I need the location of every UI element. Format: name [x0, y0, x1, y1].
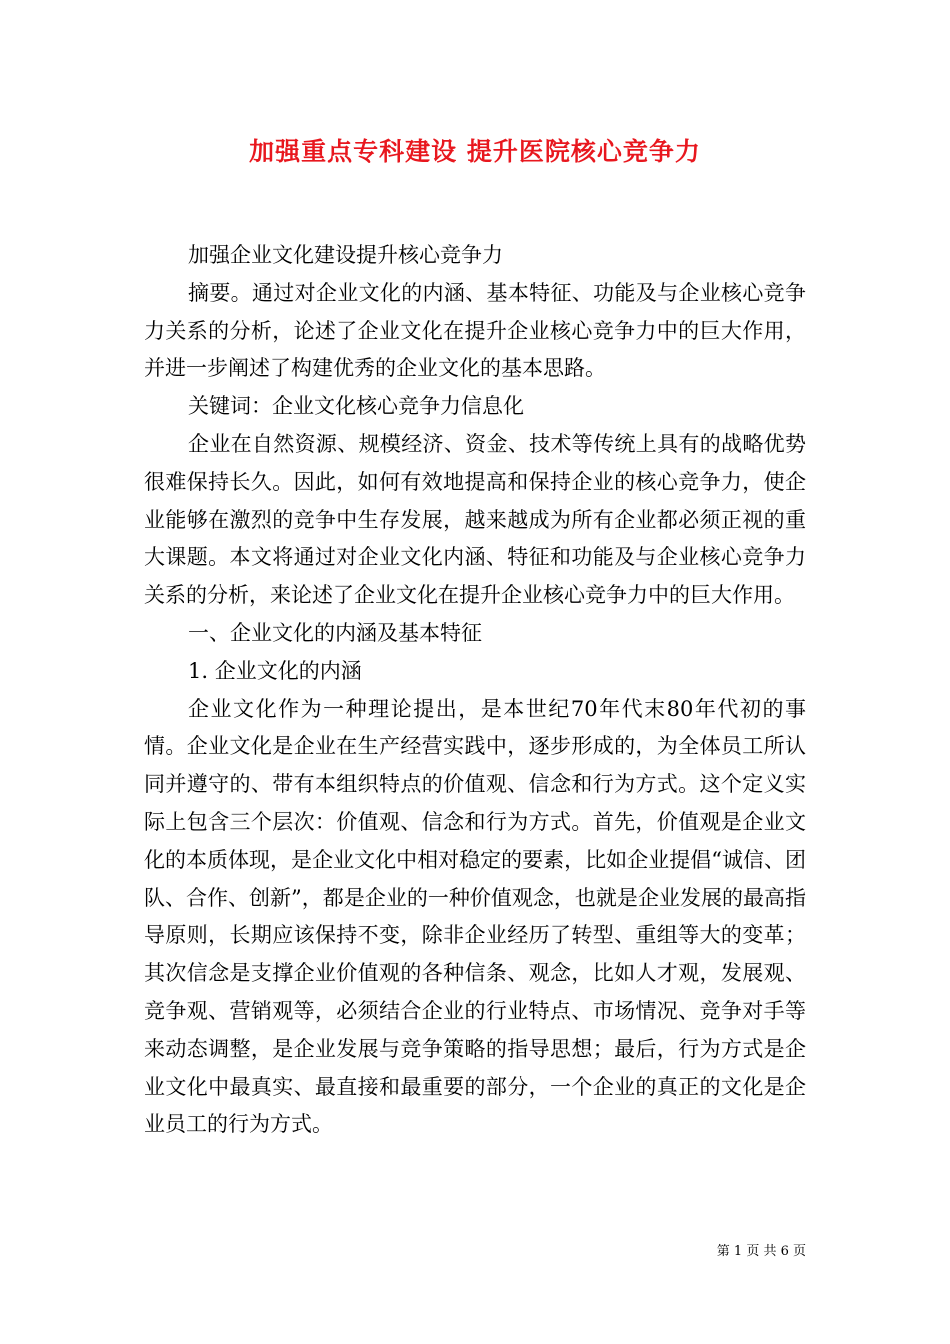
abstract-paragraph: 摘要。通过对企业文化的内涵、基本特征、功能及与企业核心竞争力关系的分析，论述了企业文化在提升企业核心竞争力中的巨大作用，并进一步阐述了构建优秀的企业文化的基本思路。 [144, 280, 806, 381]
subsection-heading-1-1: 1. 企业文化的内涵 [188, 658, 362, 683]
keywords-paragraph: 关键词：企业文化核心竞争力信息化 [188, 394, 524, 419]
page-number-footer: 第 1 页 共 6 页 [716, 1244, 806, 1259]
document-body [144, 237, 806, 1144]
document-title: 加强重点专科建设 提升医院核心竞争力 [249, 137, 701, 166]
intro-paragraph: 企业在自然资源、规模经济、资金、技术等传统上具有的战略优势很难保持长久。因此，如何有效地提高和保持企业的核心竞争力，使企业能够在激烈的竞争中生存发展，越来越成为所有企业都必须正视的重大课题。本文将通过对企业文化内涵、特征和功能及与企业核心竞争力关系的分析，来论述了企业文化在提升企业核心竞争力中的巨大作用。 [144, 431, 806, 608]
article-heading: 加强企业文化建设提升核心竞争力 [188, 243, 503, 267]
body-paragraph: 企业文化作为一种理论提出，是本世纪70年代末80年代初的事情。企业文化是企业在生产经营实践中，逐步形成的，为全体员工所认同并遵守的、带有本组织特点的价值观、信念和行为方式。这个定义实际上包含三个层次：价值观、信念和行为方式。首先，价值观是企业文化的本质体现，是企业文化中相对稳定的要素，比如企业提倡“诚信、团队、合作、创新”，都是企业的一种价值观念，也就是企业发展的最高指导原则，长期应该保持不变，除非企业经历了转型、重组等大的变革；其次信念是支撑企业价值观的各种信条、观念，比如人才观，发展观、竞争观、营销观等，必须结合企业的行业特点、市场情况、竞争对手等来动态调整，是企业发展与竞争策略的指导思想；最后，行为方式是企业文化中最真实、最直接和最重要的部分，一个企业的真正的文化是企业员工的行为方式。 [144, 696, 806, 1137]
section-heading-1: 一、企业文化的内涵及基本特征 [188, 620, 482, 645]
